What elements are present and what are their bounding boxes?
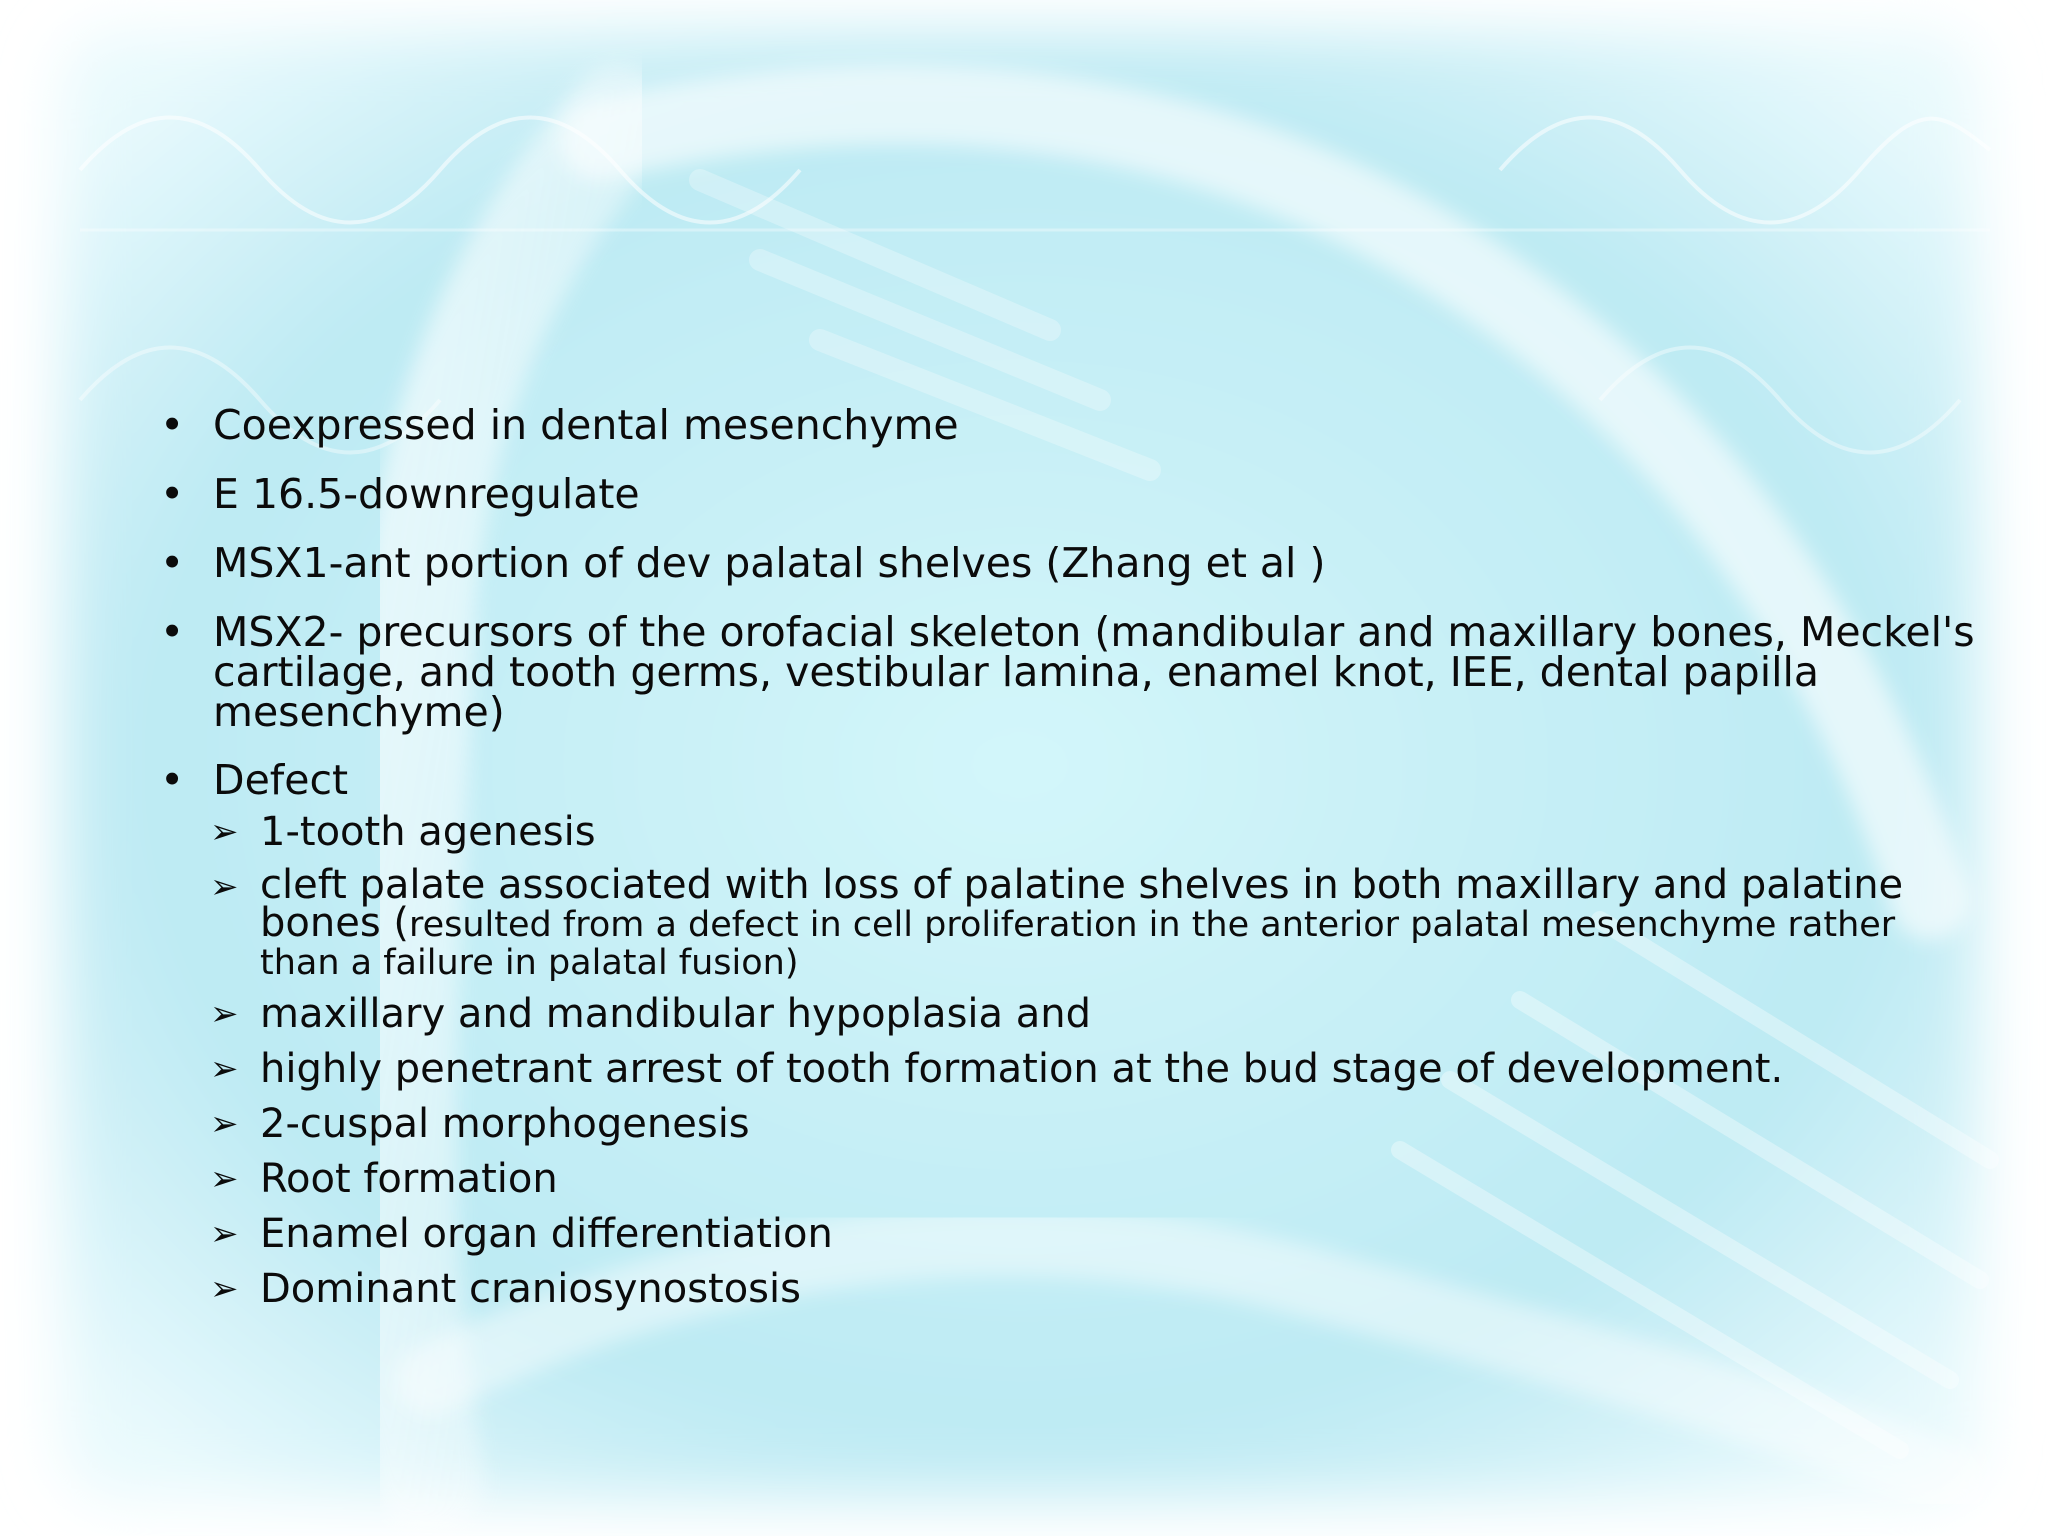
bullet-text: MSX2- precursors of the orofacial skeleton (mandibular and maxillary bones, Meckel's cartilage, and tooth germs, vestibular lamina, enamel knot, IEE, dental papilla mesenchyme) (213, 608, 1975, 736)
sub-item-text: Root formation (260, 1156, 558, 1202)
bullet-text: Defect (213, 756, 349, 804)
bullet-dot-icon: • (160, 470, 185, 518)
sub-list-item (210, 1103, 1980, 1145)
bullet-dot-icon: • (160, 756, 185, 804)
defect-sub-list (160, 811, 1980, 1310)
sub-list-item (210, 1048, 1980, 1090)
sub-list-item (210, 811, 1980, 853)
sub-item-text: maxillary and mandibular hypoplasia and (260, 991, 1091, 1037)
sub-list-item (210, 1158, 1980, 1200)
sub-item-text: Enamel organ differentiation (260, 1211, 833, 1257)
sub-list-item (210, 1268, 1980, 1310)
sub-item-text: cleft palate associated with loss of palatine shelves in both maxillary and palatine bones ( (260, 862, 1904, 946)
arrow-bullet-icon: ➢ (210, 1214, 239, 1254)
arrow-bullet-icon: ➢ (210, 812, 239, 852)
bullet-item (160, 608, 1980, 736)
arrow-bullet-icon: ➢ (210, 1049, 239, 1089)
sub-list-item (210, 1213, 1980, 1255)
arrow-bullet-icon: ➢ (210, 1159, 239, 1199)
arrow-bullet-icon: ➢ (210, 1104, 239, 1144)
bullet-item (160, 539, 1980, 587)
arrow-bullet-icon: ➢ (210, 867, 239, 907)
bullet-dot-icon: • (160, 539, 185, 587)
bullet-dot-icon: • (160, 401, 185, 449)
sub-item-text: Dominant craniosynostosis (260, 1266, 801, 1312)
sub-item-note: resulted from a defect in cell proliferation in the anterior palatal mesenchyme rather than a failure in palatal fusion) (260, 905, 1896, 983)
bullet-text: MSX1-ant portion of dev palatal shelves (Zhang et al ) (213, 539, 1326, 587)
arrow-bullet-icon: ➢ (210, 1269, 239, 1309)
bullet-text: E 16.5-downregulate (213, 470, 640, 518)
sub-list-item (210, 862, 1980, 983)
arrow-bullet-icon: ➢ (210, 994, 239, 1034)
bullet-text: Coexpressed in dental mesenchyme (213, 401, 959, 449)
sub-list-item (210, 993, 1980, 1035)
sub-item-text: 1-tooth agenesis (260, 809, 596, 855)
bullet-dot-icon: • (160, 608, 185, 656)
bullet-item-defect (160, 756, 1980, 1312)
bullet-item (160, 470, 1980, 518)
bullet-list (160, 401, 1980, 1312)
sub-item-text: highly penetrant arrest of tooth formation at the bud stage of development. (260, 1046, 1784, 1092)
sub-item-text: 2-cuspal morphogenesis (260, 1101, 750, 1147)
bullet-item (160, 401, 1980, 449)
slide-content (160, 401, 1980, 1323)
